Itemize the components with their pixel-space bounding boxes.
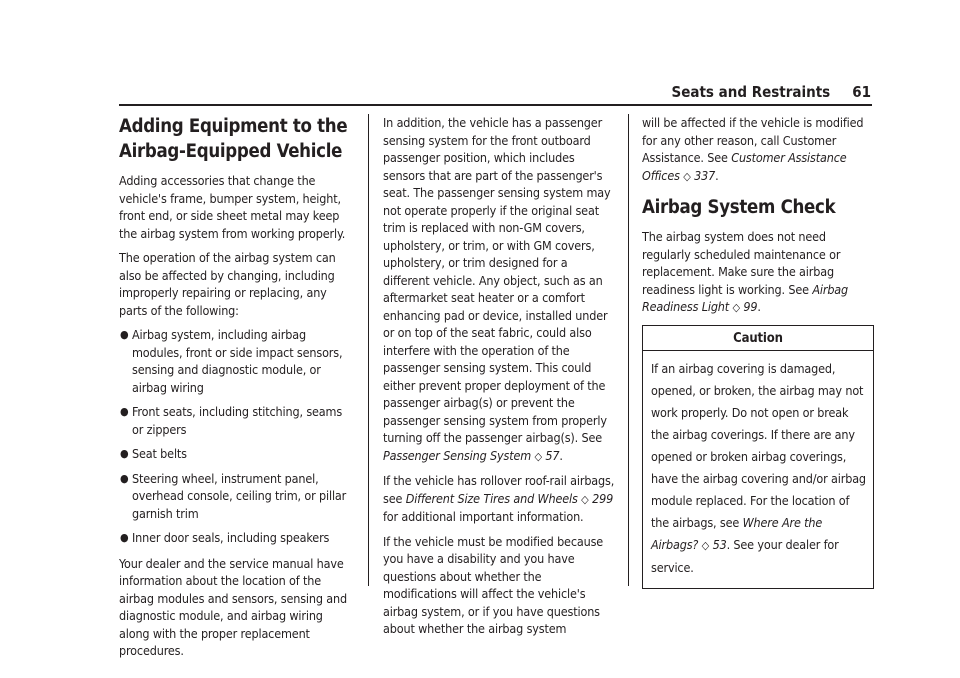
paragraph-text: . [757,299,761,314]
caution-box [642,325,874,590]
page-reference-number[interactable]: 99 [743,299,758,314]
column-divider-2 [628,114,629,586]
paragraph-text: If the vehicle has rollover roof-rail airbags, see [383,473,615,506]
paragraph [383,114,617,465]
bullet-icon: ● [120,531,129,544]
cross-reference-link[interactable]: Different Size Tires and Wheels [405,490,578,506]
list-item [119,529,353,547]
bullet-icon: ● [120,471,129,485]
header-rule [119,104,872,106]
list-item [119,326,353,396]
page-reference-icon: ◇ [581,492,589,506]
column-3 [642,108,874,589]
column-divider-1 [368,114,369,586]
section-heading-adding-equipment: Adding Equipment to the Airbag-Equipped Vehicle [119,116,348,162]
paragraph [642,114,874,185]
bullet-list [119,326,353,547]
caution-text: . See your dealer for service. [651,537,839,575]
column-2 [383,108,617,645]
section-title: Seats and Restraints [671,83,831,101]
page-reference-number[interactable]: 337 [694,167,716,183]
section-heading-airbag-system-check: Airbag System Check [642,197,836,218]
paragraph-text: will be affected if the vehicle is modified for any other reason, call Customer Assistance. See [642,115,864,165]
cross-reference-link[interactable]: Passenger Sensing System [383,447,532,463]
page-reference-icon: ◇ [732,301,740,314]
cross-reference-link[interactable]: Customer Assistance Offices [642,150,847,183]
paragraph: If the vehicle must be modified because you have a disability and you have questions about whether the modifications will affect the vehicle's airbag system, or if you have questions about whether the airbag system [383,533,604,636]
list-item-text: Seat belts [132,446,187,461]
page-number: 61 [852,83,871,101]
paragraph [642,228,874,317]
paragraph-text: . [715,167,719,183]
paragraph: The operation of the airbag system can also be affected by changing, including improperly repairing or replacing, any parts of the following: [119,250,336,318]
list-item-text: Front seats, including stitching, seams or zippers [132,404,343,437]
cross-reference-link[interactable]: Where Are the Airbags? [651,515,823,552]
caution-text: If an airbag covering is damaged, opened, or broken, the airbag may not work properly. Do not open or break the airbag coverings. If there are any opened or broken airbag coverings, have the airbag covering and/or airbag module replaced. For the location of the airbags, see [651,361,866,530]
list-item-text: Airbag system, including airbag modules, front or side impact sensors, sensing and diagnostic module, or airbag wiring [132,327,343,395]
paragraph: Adding accessories that change the vehicle's frame, bumper system, height, front end, or side sheet metal may keep the airbag system from working properly. [119,173,346,241]
paragraph [383,472,617,526]
paragraph: Your dealer and the service manual have information about the location of the airbag modules and sensors, sensing and diagnostic module, and airbag wiring along with the proper replacement procedures. [119,555,348,658]
page-reference-number[interactable]: 299 [592,490,614,506]
paragraph-text: for additional important information. [383,509,584,524]
caution-body [643,351,873,588]
page-reference-icon: ◇ [701,539,710,552]
list-item-text: Inner door seals, including speakers [132,530,330,545]
bullet-icon: ● [120,447,129,460]
list-item [119,403,353,438]
paragraph-text: The airbag system does not need regularly scheduled maintenance or replacement. Make sure the airbag readiness light is working. See [642,229,841,297]
caution-title: Caution [643,326,873,352]
column-1 [119,108,353,667]
cross-reference-link[interactable]: Airbag Readiness Light [642,281,849,314]
list-item [119,470,353,523]
paragraph-text: In addition, the vehicle has a passenger sensing system for the front outboard passenger position, which includes sensors that are part of the passenger's seat. The passenger sensing system may not operate properly if the original seat trim is replaced with non-GM covers, upholstery, or trim, or with GM covers, upholstery, or trim designed for a different vehicle. Any object, such as an aftermarket seat heater or a comfort enhancing pad or device, installed under or on top of the seat fabric, could also interfere with the operation of the passenger sensing system. This could either prevent proper deployment of the passenger airbag(s) or prevent the passenger sensing system from properly turning off the passenger airbag(s). See [383,115,611,445]
page-reference-icon: ◇ [534,449,542,463]
paragraph-text: . [559,447,563,463]
bullet-icon: ● [120,405,129,418]
bullet-icon: ● [120,328,129,341]
running-head [671,80,871,104]
page-reference-number[interactable]: 57 [545,447,560,463]
page-reference-number[interactable]: 53 [712,537,727,552]
list-item-text: Steering wheel, instrument panel, overhead console, ceiling trim, or pillar garnish trim [132,470,347,521]
page-reference-icon: ◇ [683,169,691,183]
list-item [119,445,353,463]
